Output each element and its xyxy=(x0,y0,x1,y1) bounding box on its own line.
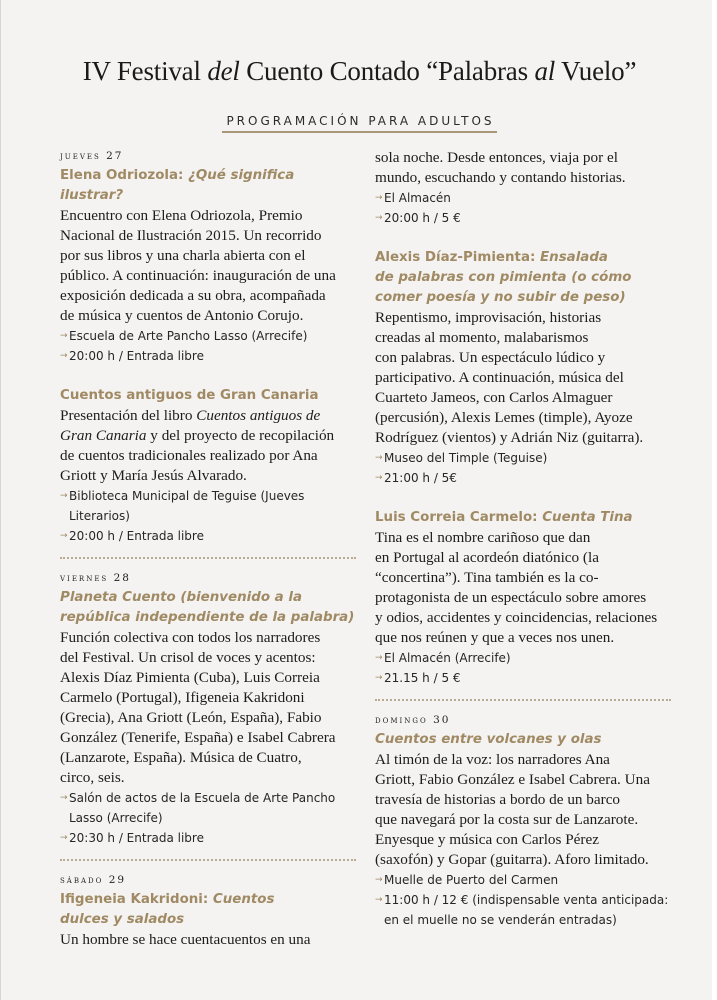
event-time xyxy=(375,890,671,930)
event-title-italic: Cuentos entre volcanes y olas xyxy=(375,732,602,747)
arrow-right-icon: → xyxy=(375,673,383,683)
desc-line: Griott, Fabio González e Isabel Cabrera. Una xyxy=(375,771,650,788)
day-label: domingo 30 xyxy=(375,714,451,726)
event-place xyxy=(375,870,671,890)
day-label: jueves 27 xyxy=(60,150,124,162)
title-part-italic: al xyxy=(534,56,556,86)
desc-line: público. A continuación: inauguración de una xyxy=(60,267,336,284)
event-place xyxy=(375,648,671,668)
event-title-italic: Cuenta Tina xyxy=(542,510,633,525)
arrow-right-icon: → xyxy=(375,653,383,663)
event-title: Cuentos antiguos de Gran Canaria xyxy=(60,388,319,403)
event-place xyxy=(60,788,356,828)
place-text: Museo del Timple (Teguise) xyxy=(384,451,548,465)
desc-line: Al timón de la voz: los narradores Ana xyxy=(375,751,610,768)
desc-line: por sus libros y una charla abierta con el xyxy=(60,247,306,264)
event-time xyxy=(375,668,671,688)
event-description xyxy=(60,930,356,950)
event-time xyxy=(60,526,356,546)
desc-line: circo, seis. xyxy=(60,769,125,786)
desc-line: travesía de historias a bordo de un barco xyxy=(375,791,621,808)
day-label: viernes 28 xyxy=(60,572,131,584)
event-odriozola xyxy=(60,166,356,366)
event-title-italic: comer poesía y no subir de peso) xyxy=(375,290,626,305)
arrow-right-icon: → xyxy=(60,793,68,803)
title-part: Vuelo” xyxy=(555,56,637,86)
title-part: Cuento Contado “Palabras xyxy=(239,56,535,86)
desc-line: protagonista de un espectáculo sobre amores xyxy=(375,589,647,606)
page-edge xyxy=(712,0,717,1000)
desc-line: que nos reúnen y que a veces nos unen. xyxy=(375,629,615,646)
event-title-italic: dulces y salados xyxy=(60,912,185,927)
desc-line: Un hombre se hace cuentacuentos en una xyxy=(60,931,311,948)
page-title xyxy=(1,56,717,87)
event-place xyxy=(375,188,671,208)
event-title-text: Ifigeneia Kakridoni: xyxy=(60,892,213,907)
event-title xyxy=(60,166,356,206)
event-kakridoni xyxy=(60,890,356,950)
event-title-italic: Ensalada xyxy=(540,250,608,265)
desc-line: mundo, escuchando y contando historias. xyxy=(375,169,626,186)
desc-line: de música y cuentos de Antonio Corujo. xyxy=(60,307,304,324)
desc-line: en Portugal al acordeón diatónico (la xyxy=(375,549,599,566)
event-kakridoni-continued xyxy=(375,148,671,228)
event-title xyxy=(60,890,356,930)
time-text: 20:30 h / Entrada libre xyxy=(69,831,204,845)
day-label: sábado 29 xyxy=(60,874,127,886)
desc-text: Presentación del libro xyxy=(60,407,197,424)
desc-line: Nacional de Ilustración 2015. Un recorrido xyxy=(60,227,322,244)
arrow-right-icon: → xyxy=(60,331,68,341)
event-title xyxy=(375,730,671,750)
event-description xyxy=(375,148,671,188)
event-title-text: Luis Correia Carmelo: xyxy=(375,510,543,525)
time-text: 20:00 h / 5 € xyxy=(384,211,461,225)
place-text: Salón de actos de la Escuela de Arte Pancho xyxy=(69,791,336,805)
event-title xyxy=(60,588,356,628)
time-text: 21:00 h / 5€ xyxy=(384,471,457,485)
time-text: 11:00 h / 12 € (indispensable venta anticipada: xyxy=(384,893,669,907)
place-text: El Almacén (Arrecife) xyxy=(384,651,511,665)
arrow-right-icon: → xyxy=(375,213,383,223)
time-text: en el muelle no se venderán entradas) xyxy=(384,913,617,927)
desc-line: creadas al momento, malabarismos xyxy=(375,329,589,346)
event-description xyxy=(60,628,356,788)
dotted-divider xyxy=(375,699,671,701)
desc-line: Función colectiva con todos los narradores xyxy=(60,629,321,646)
event-title xyxy=(375,248,671,308)
dotted-divider xyxy=(60,859,356,861)
place-text: Biblioteca Municipal de Teguise (Jueves xyxy=(69,489,305,503)
event-alexis xyxy=(375,248,671,488)
event-description xyxy=(375,528,671,648)
event-volcanes-olas xyxy=(375,730,671,930)
event-title-italic: república independiente de la palabra) xyxy=(60,610,355,625)
desc-line: González (Tenerife, España) e Isabel Cabrera xyxy=(60,729,336,746)
desc-line: de cuentos tradicionales realizado por Ana xyxy=(60,447,318,464)
desc-line: Griott y María Jesús Alvarado. xyxy=(60,467,247,484)
dotted-divider xyxy=(60,557,356,559)
desc-line: Repentismo, improvisación, historias xyxy=(375,309,602,326)
event-place xyxy=(375,448,671,468)
event-planeta-cuento xyxy=(60,588,356,848)
desc-line: (Lanzarote, España). Música de Cuatro, xyxy=(60,749,302,766)
title-part: IV Festival xyxy=(82,56,208,86)
desc-line: exposición dedicada a su obra, acompañada xyxy=(60,287,326,304)
desc-line: sola noche. Desde entonces, viaja por el xyxy=(375,149,618,166)
desc-line: (Grecia), Ana Griott (León, España), Fabio xyxy=(60,709,322,726)
desc-line: (percusión), Alexis Lemes (timple), Ayoze xyxy=(375,409,633,426)
desc-line: Carmelo (Portugal), Ifigeneia Kakridoni xyxy=(60,689,305,706)
arrow-right-icon: → xyxy=(375,875,383,885)
arrow-right-icon: → xyxy=(375,895,383,905)
desc-line: del Festival. Un crisol de voces y acentos: xyxy=(60,649,316,666)
event-title-italic: ¿Qué significa ilustrar? xyxy=(60,168,295,203)
title-part-italic: del xyxy=(207,56,240,86)
arrow-right-icon: → xyxy=(60,491,68,501)
desc-line: Encuentro con Elena Odriozola, Premio xyxy=(60,207,303,224)
section-subtitle: PROGRAMACIÓN PARA ADULTOS xyxy=(222,114,496,133)
place-text: Escuela de Arte Pancho Lasso (Arrecife) xyxy=(69,329,308,343)
arrow-right-icon: → xyxy=(375,193,383,203)
desc-text: y del proyecto de recopilación xyxy=(146,427,335,444)
desc-line: Enyesque y música con Carlos Pérez xyxy=(375,831,599,848)
event-description xyxy=(60,406,356,486)
event-title-italic: Cuentos xyxy=(212,892,275,907)
place-text: Lasso (Arrecife) xyxy=(69,811,163,825)
event-description xyxy=(375,308,671,448)
place-text: Muelle de Puerto del Carmen xyxy=(384,873,559,887)
arrow-right-icon: → xyxy=(60,833,68,843)
arrow-right-icon: → xyxy=(375,453,383,463)
arrow-right-icon: → xyxy=(60,351,68,361)
desc-line: que navegará por la costa sur de Lanzarote. xyxy=(375,811,639,828)
desc-line: Tina es el nombre cariñoso que dan xyxy=(375,529,591,546)
event-description xyxy=(375,750,671,870)
event-place xyxy=(60,486,356,526)
right-column xyxy=(375,148,671,930)
time-text: 21.15 h / 5 € xyxy=(384,671,461,685)
event-time xyxy=(60,346,356,366)
desc-line: (saxofón) y Gopar (guitarra). Aforo limitado. xyxy=(375,851,649,868)
desc-line: Cuarteto Jameos, con Carlos Almaguer xyxy=(375,389,613,406)
event-title-italic: de palabras con pimienta (o cómo xyxy=(375,270,632,285)
desc-line: “concertina”). Tina también es la co- xyxy=(375,569,599,586)
book-title: Cuentos antiguos de xyxy=(196,407,321,424)
event-description xyxy=(60,206,356,326)
event-time xyxy=(375,208,671,228)
event-title xyxy=(375,508,671,528)
place-text: Literarios) xyxy=(69,509,130,523)
event-title-italic: Planeta Cuento (bienvenido a la xyxy=(60,590,303,605)
desc-line: Rodríguez (vientos) y Adrián Niz (guitarra). xyxy=(375,429,644,446)
event-cuenta-tina xyxy=(375,508,671,688)
time-text: 20:00 h / Entrada libre xyxy=(69,529,204,543)
event-title-text: Elena Odriozola: xyxy=(60,168,189,183)
desc-line: con palabras. Un espectáculo lúdico y xyxy=(375,349,606,366)
book-title: Gran Canaria xyxy=(60,427,147,444)
desc-line: y odios, accidentes y coincidencias, relaciones xyxy=(375,609,658,626)
desc-line: participativo. A continuación, música del xyxy=(375,369,624,386)
event-title-text: Alexis Díaz-Pimienta: xyxy=(375,250,541,265)
event-place xyxy=(60,326,356,346)
event-time xyxy=(375,468,671,488)
desc-line: Alexis Díaz Pimienta (Cuba), Luis Correia xyxy=(60,669,320,686)
place-text: El Almacén xyxy=(384,191,451,205)
time-text: 20:00 h / Entrada libre xyxy=(69,349,204,363)
arrow-right-icon: → xyxy=(60,531,68,541)
event-cuentos-antiguos xyxy=(60,386,356,546)
left-column xyxy=(60,148,356,950)
arrow-right-icon: → xyxy=(375,473,383,483)
event-time xyxy=(60,828,356,848)
